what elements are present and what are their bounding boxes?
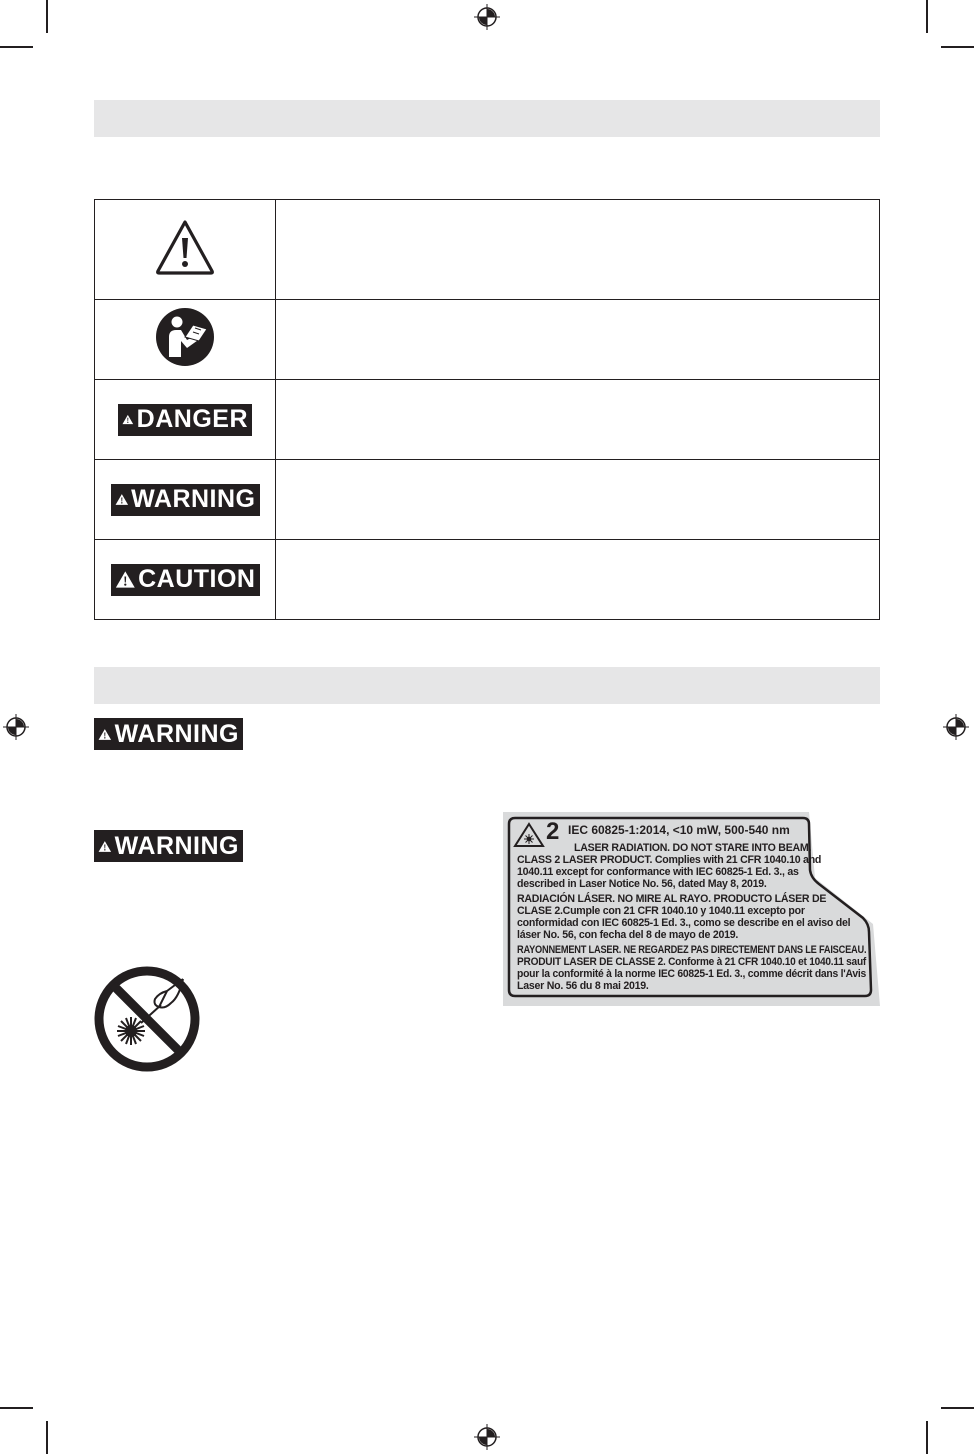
warning-label: WARNING bbox=[114, 831, 239, 860]
icon-cell bbox=[95, 380, 276, 460]
crop-mark bbox=[926, 1421, 928, 1454]
laser-standard-line: IEC 60825-1:2014, <10 mW, 500-540 nm bbox=[568, 823, 790, 837]
label-line: CLASE 2.Cumple con 21 CFR 1040.10 y 1040.11 excepto por bbox=[517, 905, 805, 917]
danger-signal-word bbox=[118, 404, 252, 436]
registration-mark-icon bbox=[3, 714, 29, 740]
label-line: Laser No. 56 du 8 mai 2019. bbox=[517, 980, 649, 992]
safety-alert-triangle-icon bbox=[154, 218, 216, 276]
icon-cell bbox=[95, 200, 276, 300]
alert-triangle-icon bbox=[122, 409, 134, 430]
table-row bbox=[95, 300, 880, 380]
laser-warning-signal-1 bbox=[94, 718, 243, 750]
section-header-bar bbox=[94, 667, 880, 704]
registration-mark-icon bbox=[943, 714, 969, 740]
alert-triangle-icon bbox=[115, 569, 136, 590]
icon-cell bbox=[95, 300, 276, 380]
text-cell bbox=[276, 380, 880, 460]
danger-label: DANGER bbox=[136, 405, 248, 433]
warning-signal-word bbox=[111, 484, 260, 516]
crop-mark bbox=[46, 1421, 48, 1454]
icon-cell bbox=[95, 460, 276, 540]
laser-warning-signal-2 bbox=[94, 830, 243, 862]
label-line: RADIACIÓN LÁSER. NO MIRE AL RAYO. PRODUCTO LÁSER DE bbox=[517, 893, 827, 905]
warning-label: WARNING bbox=[131, 485, 256, 513]
label-line: LASER RADIATION. DO NOT STARE INTO BEAM. bbox=[574, 842, 812, 854]
alert-triangle-icon bbox=[115, 489, 129, 510]
table-row bbox=[95, 200, 880, 300]
text-cell bbox=[276, 200, 880, 300]
icon-cell bbox=[95, 540, 276, 620]
table-row bbox=[95, 540, 880, 620]
caution-signal-word bbox=[111, 564, 260, 596]
do-not-stare-into-beam-icon bbox=[93, 965, 201, 1073]
laser-class-number: 2 bbox=[546, 818, 560, 845]
label-line: 1040.11 except for conformance with IEC 60825-1 Ed. 3., as bbox=[517, 866, 799, 878]
caution-label: CAUTION bbox=[138, 565, 256, 593]
warning-label: WARNING bbox=[114, 719, 239, 748]
crop-mark bbox=[0, 1407, 33, 1409]
label-line: RAYONNEMENT LASER. NE REGARDEZ PAS DIRECTEMENT DANS LE FAISCEAU. bbox=[517, 944, 867, 956]
safety-symbols-table bbox=[94, 199, 880, 620]
table-row bbox=[95, 460, 880, 540]
label-line: PRODUIT LASER DE CLASSE 2. Conforme à 21 CFR 1040.10 et 1040.11 sauf bbox=[517, 956, 867, 968]
label-line: conformidad con IEC 60825-1 Ed. 3., como se describe en el aviso del bbox=[517, 917, 851, 929]
text-cell bbox=[276, 300, 880, 380]
alert-triangle-icon bbox=[98, 724, 112, 745]
table-row bbox=[95, 380, 880, 460]
label-line: pour la conformité à la norme IEC 60825-1 Ed. 3., comme décrit dans l'Avis bbox=[517, 968, 867, 980]
read-manual-icon bbox=[155, 307, 215, 367]
crop-mark bbox=[941, 1407, 974, 1409]
label-line: described in Laser Notice No. 56, dated May 8, 2019. bbox=[517, 878, 767, 890]
alert-triangle-icon bbox=[98, 836, 112, 857]
crop-mark bbox=[46, 0, 48, 33]
text-cell bbox=[276, 540, 880, 620]
registration-mark-icon bbox=[474, 1424, 500, 1450]
registration-mark-icon bbox=[474, 4, 500, 30]
crop-mark bbox=[926, 0, 928, 33]
text-cell bbox=[276, 460, 880, 540]
label-line: láser No. 56, con fecha del 8 de mayo de 2019. bbox=[517, 929, 739, 941]
section-header-bar bbox=[94, 100, 880, 137]
crop-mark bbox=[941, 46, 974, 48]
label-line: CLASS 2 LASER PRODUCT. Complies with 21 CFR 1040.10 and bbox=[517, 854, 822, 866]
crop-mark bbox=[0, 46, 33, 48]
